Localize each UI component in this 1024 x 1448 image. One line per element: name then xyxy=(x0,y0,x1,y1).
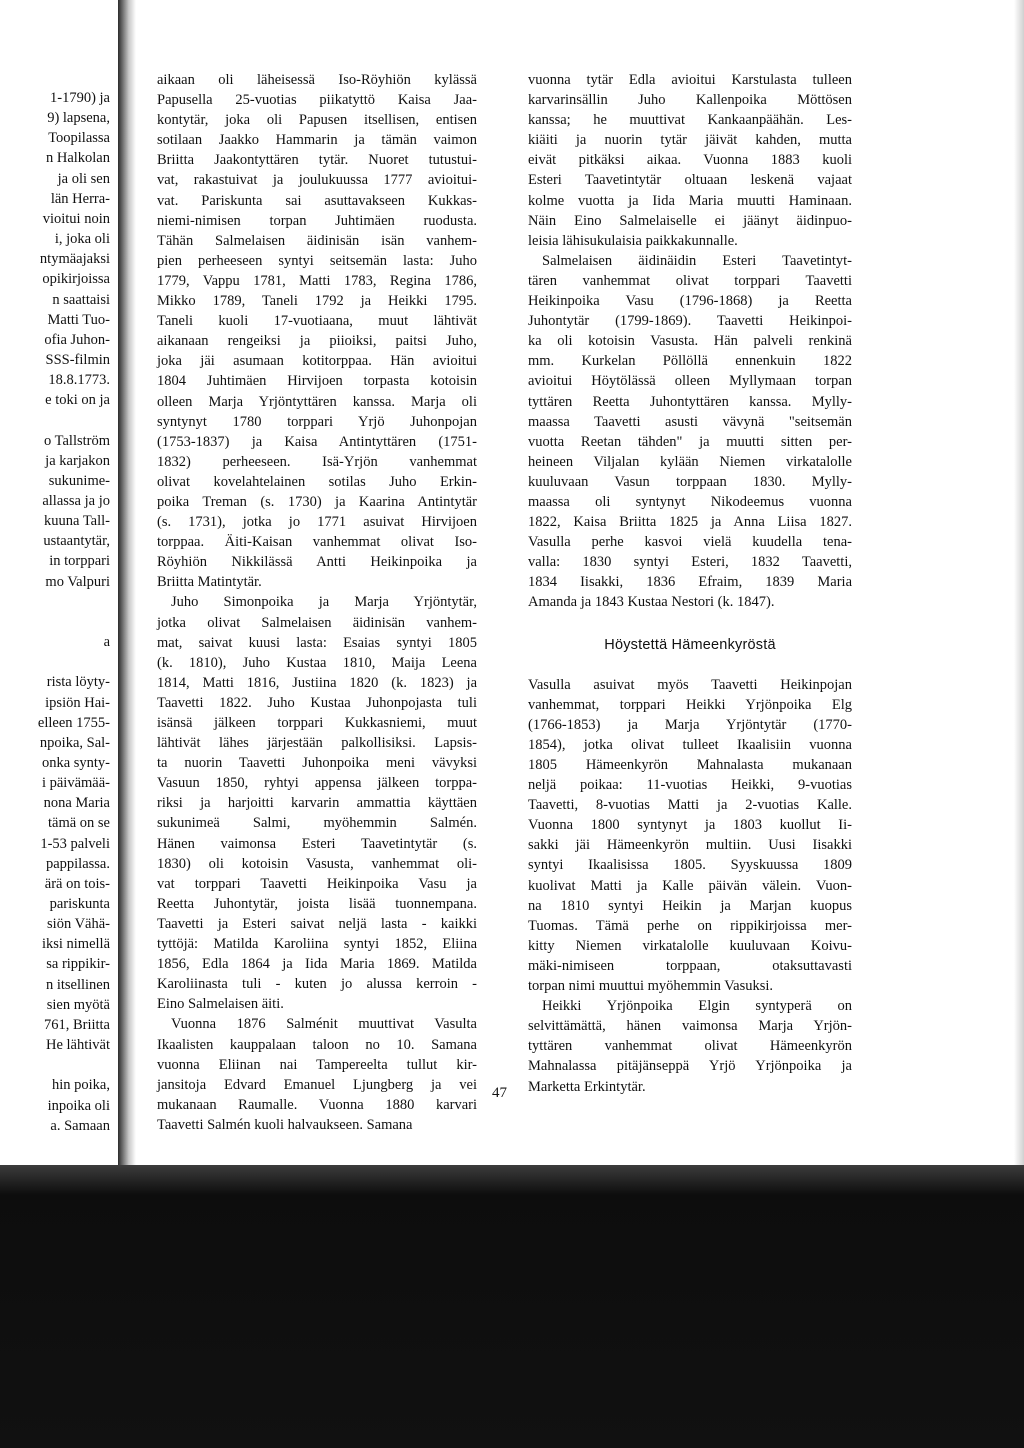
text-line: kuolivat Matti ja Kalle päivän välein. Vuon- xyxy=(528,877,852,894)
text-line: olivat kovelahtelainen sotilas Juho Erkin- xyxy=(157,473,477,490)
text-line: Vasulla asuivat myös Taavetti Heikinpojan xyxy=(528,676,852,693)
left-page-line: sa rippikir- xyxy=(46,956,110,973)
text-line: (k. 1810), Juho Kustaa 1810, Maija Leena xyxy=(157,654,477,671)
left-page-line: i päivämää- xyxy=(41,775,110,792)
text-line: 1779, Vappu 1781, Matti 1783, Regina 1786, xyxy=(157,272,477,289)
left-page-line: rista löyty- xyxy=(46,674,110,691)
text-line: (1753-1837) ja Kaisa Antintyttären (1751- xyxy=(157,433,477,450)
text-line: Amanda ja 1843 Kustaa Nestori (k. 1847). xyxy=(528,594,775,611)
left-page-line: 18.8.1773. xyxy=(48,372,110,389)
left-page-line: o Tallström xyxy=(44,432,110,449)
text-line: ka oli kotoisin Vasusta. Hän palveli renkinä xyxy=(528,333,852,350)
left-page-line: ipsiön Hai- xyxy=(45,694,110,711)
right-page-edge xyxy=(1014,0,1024,1165)
text-line: Taavetti, 8-vuotias Matti ja 2-vuotias Kalle. xyxy=(528,797,852,814)
text-line: lähtivät lähes järjestään palkollisiksi. Lapsis- xyxy=(157,735,477,752)
text-line: pien perheeseen syntyi seitsemän lasta: Juho xyxy=(157,252,477,269)
text-line: valla: 1830 syntyi Esteri, 1832 Taavetti, xyxy=(528,554,852,571)
text-line: maassa Taavetti asusti vävynä "seitsemän xyxy=(528,413,852,430)
left-page-line: mo Valpuri xyxy=(45,573,110,590)
text-line: torpan nimi muuttui myöhemmin Vasuksi. xyxy=(528,978,774,995)
text-line: Tähän Salmelaisen äidinisän isän vanhem- xyxy=(157,232,477,249)
text-column-right xyxy=(528,70,852,1097)
text-column-left xyxy=(157,70,477,1135)
paragraph xyxy=(528,251,852,613)
text-line: tyttären vanhemmat olivat Hämeenkyrön xyxy=(528,1038,852,1055)
left-page-line: a. Samaan xyxy=(50,1117,110,1134)
text-line: Vasuun 1850, ryhtyi appensa jälkeen torppa- xyxy=(157,775,477,792)
left-page-line: pariskunta xyxy=(49,896,110,912)
text-line: Heikinpoika Vasu (1796-1868) ja Reetta xyxy=(528,293,852,310)
left-page-line: ja oli sen xyxy=(57,170,110,187)
left-page-line: 1-1790) ja xyxy=(50,90,110,106)
text-line: kanssa; he muuttivat Kankaanpäähän. Les- xyxy=(528,112,852,129)
text-line: Taavetti ja Esteri saivat neljä lasta - kaikki xyxy=(157,915,477,932)
text-line: sotilaan Jaakko Hammarin ja tämän vaimon xyxy=(157,132,477,149)
text-line: joka jäi asumaan kotitorppaa. Hän avioitui xyxy=(157,353,477,370)
scan-bottom-shadow xyxy=(0,1165,1024,1448)
left-page-line: a xyxy=(103,634,110,651)
text-line: vat torppari Taavetti Heikinpoika Vasu ja xyxy=(157,875,477,892)
text-line: Mahnalassa pitäjänseppä Yrjö Yrjönpoika ja xyxy=(528,1058,852,1075)
text-line: (1766-1853) ja Marja Yrjöntytär (1770- xyxy=(528,716,852,733)
paragraph xyxy=(528,996,852,1096)
left-page-line: iksi nimellä xyxy=(41,936,110,953)
left-page-line: län Herra- xyxy=(50,190,110,207)
text-line: jansitoja Edvard Emanuel Ljungberg ja vei xyxy=(157,1076,477,1093)
text-line: syntyi Ikaalisissa 1805. Syyskuussa 1809 xyxy=(528,857,852,874)
text-line: Taavetti 1822. Juho Kustaa Juhonpojasta tuli xyxy=(157,694,477,711)
left-page-line: elleen 1755- xyxy=(37,714,110,731)
text-line: Juhontytär (1799-1869). Taavetti Heikinpoi- xyxy=(528,313,852,330)
text-line: tären vanhemmat olivat torppari Taavetti xyxy=(528,272,852,289)
text-line: 1856, Edla 1864 ja Iida Maria 1869. Matilda xyxy=(157,956,477,973)
text-line: Vuonna 1800 syntynyt ja 1803 kuollut Ii- xyxy=(528,817,852,834)
text-line: poika Treman (s. 1730) ja Kaarina Antintytär xyxy=(157,493,477,510)
text-line: kitty Niemen virkatalolle kuuluvaan Koivu- xyxy=(528,937,852,954)
text-line: jotka olivat Salmelaisen äidinisän vanhem- xyxy=(157,614,477,631)
left-page-line: SSS-filmin xyxy=(45,351,110,368)
text-line: niemi-nimisen torpan Juhtimäen ruodusta. xyxy=(157,212,477,229)
text-line: Briitta Matintytär. xyxy=(157,574,262,591)
text-line: aikaan oli läheisessä Iso-Röyhiön kylässä xyxy=(157,72,477,88)
text-line: riksi ja harjoitti karvarin ammattia käyttäen xyxy=(157,795,477,812)
text-line: vuotta Reetan tähden" ja muutti sitten per- xyxy=(528,433,852,450)
text-line: aikanaan rengeiksi ja piioiksi, paitsi Juho, xyxy=(157,333,477,350)
text-line: Ikaalisten kauppalaan taloon no 10. Samana xyxy=(157,1036,477,1053)
left-page-line: sukunime- xyxy=(48,472,110,489)
paragraph xyxy=(157,70,477,592)
text-line: vat. Pariskunta sai asuttavakseen Kukkas- xyxy=(157,192,477,209)
text-line: Esteri Taavetintytär oltuaan leskenä vajaat xyxy=(528,172,852,189)
left-page-line: ustaantytär, xyxy=(43,533,110,550)
text-line: (s. 1731), jotka jo 1771 asuivat Hirvijoen xyxy=(157,514,477,531)
left-page-line: opikirjoissa xyxy=(42,271,110,288)
left-page-line: He lähtivät xyxy=(45,1037,110,1054)
text-line: 1834 Iisakki, 1836 Efraim, 1839 Maria xyxy=(528,574,852,591)
text-line: 1854), jotka olivat tulleet Ikaalisiin vuonna xyxy=(528,736,852,753)
paragraph xyxy=(528,675,852,997)
text-line: Heikki Yrjönpoika Elgin syntyperä on xyxy=(542,998,852,1015)
text-line: kontytär, joka oli Papusen itsellisen, entisen xyxy=(157,112,477,129)
text-line: 1804 Juhtimäen Hirvijoen torpasta kotoisin xyxy=(157,373,477,390)
text-line: Reetta Juhontytär, joista lisää tuonnempana. xyxy=(157,895,477,912)
text-line: ta nuorin Taavetti Juhonpoika meni vävyksi xyxy=(157,755,477,772)
left-page-line: npoika, Sal- xyxy=(39,734,110,751)
text-line: Mikko 1789, Taneli 1792 ja Heikki 1795. xyxy=(157,293,477,310)
text-line: 1814, Matti 1816, Justiina 1820 (k. 1823) ja xyxy=(157,674,477,691)
paragraph xyxy=(157,592,477,1014)
text-line: neljä poikaa: 11-vuotias Heikki, 9-vuotias xyxy=(528,777,852,794)
left-page-line: i, joka oli xyxy=(54,231,110,248)
text-line: Marketta Erkintytär. xyxy=(528,1078,646,1095)
left-page-line: hin poika, xyxy=(52,1077,110,1094)
text-line: na 1810 syntyi Heikin ja Marjan kuopus xyxy=(528,897,852,914)
page-number: 47 xyxy=(492,1085,507,1101)
text-line: mm. Kurkelan Pöllöllä ennenkuin 1822 xyxy=(528,353,852,370)
text-line: kuuluvaan Vasun torppaan 1830. Mylly- xyxy=(528,473,852,490)
left-page-line: pappilassa. xyxy=(45,855,110,872)
left-page-line: Toopilassa xyxy=(48,130,110,147)
text-line: 1805 Hämeenkyrön Mahnalasta mukanaan xyxy=(528,757,852,773)
text-line: leisia lähisukulaisia paikkakunnalle. xyxy=(528,232,738,249)
text-line: Eino Salmelaisen äiti. xyxy=(157,996,284,1013)
text-line: Briitta Jaakontyttären tytär. Nuoret tutustui- xyxy=(157,152,477,169)
left-page-line: onka synty- xyxy=(41,754,110,771)
text-line: Papusella 25-vuotias piikatyttö Kaisa Jaa- xyxy=(157,92,477,109)
text-line: mukanaan Raumalle. Vuonna 1880 karvari xyxy=(157,1096,477,1113)
text-line: Salmelaisen äidinäidin Esteri Taavetintyt- xyxy=(542,252,852,269)
left-page-line: sien myötä xyxy=(46,996,110,1013)
left-page-line: ärä on tois- xyxy=(44,875,110,892)
left-page-line: in torppari xyxy=(49,553,110,570)
text-line: Hänen vaimonsa Esteri Taavetintytär (s. xyxy=(157,835,477,852)
text-line: tyttären Reetta Juhontyttären kanssa. Mylly- xyxy=(528,393,852,410)
paragraph xyxy=(528,70,852,251)
text-line: Karoliinasta tuli - kuten jo alussa kerroin - xyxy=(157,976,477,993)
text-line: 1832) perheeseen. Isä-Yrjön vanhemmat xyxy=(157,453,477,470)
left-page-line: ofia Juhon- xyxy=(44,331,110,348)
left-page-line: nona Maria xyxy=(43,795,110,812)
paragraph xyxy=(157,1014,477,1135)
text-line: syntynyt 1780 torppari Yrjö Juhonpojan xyxy=(157,413,477,430)
left-page-line: allassa ja jo xyxy=(42,493,110,509)
left-page-line: n itsellinen xyxy=(45,976,110,993)
left-page-line: n Halkolan xyxy=(45,150,110,167)
left-page-line: 1-53 palveli xyxy=(40,835,110,852)
text-line: Juho Simonpoika ja Marja Yrjöntytär, xyxy=(171,594,477,611)
text-line: Vasulla perhe kasvoi vielä kuudella tena- xyxy=(528,534,852,551)
text-line: vat, rakastuivat ja joulukuussa 1777 avioitui- xyxy=(157,172,477,189)
text-line: Tuomas. Tämä perhe on rippikirjoissa mer- xyxy=(528,917,852,934)
text-line: olleen Marja Yrjöntyttären kanssa. Marja oli xyxy=(157,393,477,410)
text-line: Vuonna 1876 Salménit muuttivat Vasulta xyxy=(171,1016,477,1033)
left-page-line: kuuna Tall- xyxy=(44,513,110,530)
section-heading: Höystettä Hämeenkyröstä xyxy=(604,636,776,653)
text-line: Taneli kuoli 17-vuotiaana, muut lähtivät xyxy=(157,313,477,330)
left-page-line: n saattaisi xyxy=(52,291,110,308)
left-page-line: siön Vähä- xyxy=(47,916,110,933)
left-page-line: e toki on ja xyxy=(45,392,110,409)
left-page-line: tämä on se xyxy=(47,815,110,832)
text-line: 1830) oli kotoisin Vasusta, vanhemmat oli- xyxy=(157,855,477,872)
text-line: sukunimeä Salmi, myöhemmin Salmén. xyxy=(157,815,477,832)
left-page-line: 761, Briitta xyxy=(43,1016,110,1033)
text-line: maassa oli syntynyt Nikodeemus vuonna xyxy=(528,493,852,510)
left-page-line: ntymäajaksi xyxy=(39,251,110,268)
text-line: mäki-nimiseen torppaan, otaksuttavasti xyxy=(528,957,852,974)
text-line: eivät pitkäksi aikaa. Vuonna 1883 kuoli xyxy=(528,152,852,169)
text-line: Röyhiön Nikkilässä Antti Heikinpoika ja xyxy=(157,554,477,571)
text-line: 1822, Kaisa Briitta 1825 ja Anna Liisa 1827. xyxy=(528,514,852,531)
text-line: karvarinsällin Juho Kallenpoika Möttösen xyxy=(528,92,852,109)
text-line: avioitui Höytölässä olleen Myllymaan torpan xyxy=(528,373,852,390)
left-page-line: ja karjakon xyxy=(45,452,110,469)
text-line: torppaa. Äiti-Kaisan vanhemmat olivat Iso- xyxy=(157,534,477,551)
text-line: vuonna Eliinan nai Tampereelta tullut kir- xyxy=(157,1056,477,1073)
text-line: tyttöjä: Matilda Karoliina syntyi 1852, Eliina xyxy=(157,936,477,953)
text-line: Taavetti Salmén kuoli halvaukseen. Samana xyxy=(157,1116,413,1133)
text-line: vanhemmat, torppari Heikki Yrjönpoika Elg xyxy=(528,696,852,713)
left-page-line: 9) lapsena, xyxy=(47,110,110,127)
text-line: selvittämättä, hänen vaimonsa Marja Yrjön- xyxy=(528,1018,852,1035)
left-page-line: Matti Tuo- xyxy=(47,311,110,328)
left-page-line: vioitui noin xyxy=(42,210,110,227)
text-line: heineen Viljalan kylään Niemen virkatalolle xyxy=(528,453,852,470)
text-line: kolme vuotta ja Iida Maria muutti Haminaan. xyxy=(528,192,852,209)
text-line: Näin Eino Salmelaiselle ei jäänyt äidinpuo- xyxy=(528,212,852,229)
text-line: isänsä jälkeen torppari Kukkasniemi, muut xyxy=(157,715,477,731)
text-line: mat, saivat kuusi lasta: Esaias syntyi 1805 xyxy=(157,634,477,651)
text-line: sakki jäi Hämeenkyrön multiin. Uusi Iisakki xyxy=(528,837,852,854)
text-line: vuonna tytär Edla avioitui Karstulasta tulleen xyxy=(528,72,852,88)
text-line: kiäiti ja nuorin tytär jäivät kahden, mutta xyxy=(528,132,852,149)
left-page-line: inpoika oli xyxy=(47,1097,110,1114)
